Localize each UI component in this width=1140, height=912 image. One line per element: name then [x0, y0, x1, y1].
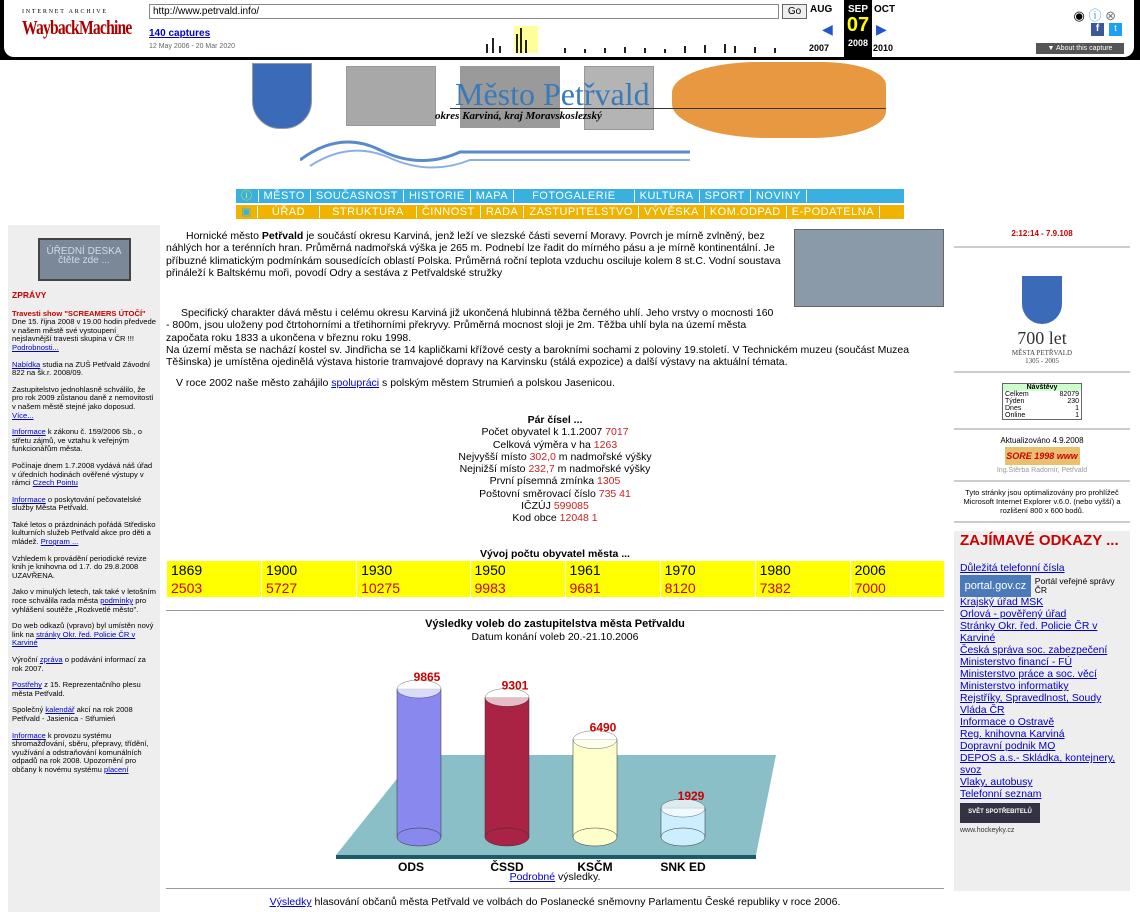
population-year: 1900 [262, 561, 357, 579]
detail-results-text: výsledky. [555, 871, 601, 883]
right-sidebar [954, 225, 1130, 912]
link-phone-numbers[interactable]: Důležitá telefonní čísla [960, 563, 1065, 574]
external-link[interactable]: Krajský úřad MSK [960, 597, 1044, 608]
anniversary-title: 700 let [1017, 328, 1067, 348]
news-item [12, 681, 156, 698]
counter-label: Týden [1005, 398, 1025, 405]
wayback-url-input[interactable]: http://www.petrvald.info/ [149, 4, 779, 19]
intro-body: je součástí okresu Karviná, jenž leží ve slezské části severní Moravy. Povrch je mírně zvlněný, bez náhlých hor a terénních hran. Průměrná nadmořská výška je 265 m. Podnebí lze řadit do mírného pásu a je mírně kontinentální. Je příbuzné klimatickým podmínkám sousedících oblastí Polska. Průměrná roční teplota vzduchu osciluje kolem 8 st.C. Vodní soustava přináleží k Baltskému moři, povodí Odry a sestáva z Petřvaldské stružky [166, 230, 781, 279]
news-link[interactable]: zpráva [39, 655, 63, 664]
news-text: Do web odkazů (vpravo) byl umístěn nový link na [12, 621, 154, 639]
anniversary-subtitle: MĚSTA PETŘVALD [1011, 349, 1073, 357]
office-nav [236, 205, 904, 219]
portal-gov-logo[interactable]: portal.gov.cz [960, 575, 1031, 597]
population-table [166, 561, 944, 597]
news-link[interactable]: Postřehy [12, 680, 42, 690]
external-link[interactable]: Reg. knihovna Karviná [960, 729, 1065, 740]
anniversary-coat-of-arms [1022, 276, 1062, 324]
counter-value: 1 [1075, 405, 1079, 412]
counter-label: Celkem [1005, 391, 1029, 398]
updated-date: Aktualizováno 4.9.2008 [1000, 436, 1084, 445]
population-value: 5727 [262, 579, 357, 597]
news-text: Výroční [12, 655, 40, 664]
population-value: 2503 [167, 579, 262, 597]
coat-of-arms-image [252, 63, 312, 129]
nav-item-fotogalerie[interactable]: FOTOGALERIE [514, 190, 635, 202]
news-title: Travesti show "SCREAMERS ÚTOČÍ" [12, 308, 146, 318]
bar-base [661, 828, 705, 846]
title-divider [450, 108, 886, 109]
news-text: Dne 15. října 2008 v 19.00 hodin předvede v našem městě své vystoupení nejslavnější travesti skupina v ČR !!! [12, 317, 156, 344]
wayback-icons [1073, 5, 1116, 24]
fact-label: Nejvyšší místo [458, 450, 530, 463]
nav-item-historie[interactable]: HISTORIE [404, 190, 471, 202]
wayback-day: 07 [846, 14, 870, 36]
nav-item-soucasnost[interactable]: SOUČASNOST [311, 190, 404, 202]
portal-note: Portál veřejné správy ČR [1034, 576, 1115, 595]
bar-ksčm [573, 740, 617, 837]
fact-value: 599085 [553, 500, 589, 513]
news-item [12, 462, 156, 488]
external-link[interactable]: Ministerstvo informatiky [960, 681, 1069, 692]
wayback-toolbar [0, 0, 1140, 60]
parliament-results-text: hlasování občanů města Petřvald ve volbách do Poslanecké sněmovny Parlamentu České republiky v roce 2006. [311, 896, 841, 908]
nav-item-e-podatelna[interactable]: E-PODATELNA [787, 206, 880, 218]
news-item [12, 521, 156, 547]
external-link[interactable]: Stránky Okr. řed. Policie ČR v Karviné [960, 621, 1098, 644]
clock: 2:12:14 - 7.9.108 [1011, 229, 1073, 238]
detail-results [166, 871, 944, 883]
external-link[interactable]: Vláda ČR [960, 705, 1005, 716]
election-date: Datum konání voleb 20.-21.10.2006 [471, 631, 639, 643]
nav-icon: ⓘ [236, 190, 259, 202]
nav-item-rada[interactable]: RADA [481, 206, 525, 218]
intro-town-name: Petřvald [261, 230, 304, 242]
facebook-icon[interactable]: f [1091, 23, 1104, 36]
divider [954, 521, 1130, 523]
divider [954, 428, 1130, 430]
bar-base [397, 828, 441, 846]
population-year: 1930 [357, 561, 470, 579]
news-text: Zastupitelstvo jednohlasně schválilo, že pro rok 2009 zůstanou daně z nemovitostí v našem městě stejné jako doposud. [12, 384, 154, 411]
history-text [166, 307, 944, 368]
wayback-about-button[interactable]: ▼ About this capture [1036, 43, 1124, 54]
fact-label: Počet obyvatel k 1.1.2007 [481, 426, 606, 439]
wayback-next-year[interactable]: 2010 [873, 43, 894, 53]
external-link[interactable]: Ministerstvo financí - FÚ [960, 657, 1073, 668]
news-link[interactable]: Více... [12, 410, 34, 420]
news-item [12, 732, 156, 775]
population-value: 8120 [660, 579, 755, 597]
facts-title: Pár čísel ... [527, 414, 583, 426]
population-year: 1961 [565, 561, 660, 579]
external-link[interactable]: Telefonní seznam [960, 789, 1042, 800]
wayback-prev-month[interactable]: AUG [810, 4, 833, 15]
population-value: 9681 [565, 579, 660, 597]
news-text: Počínaje dnem 1.7.2008 vydává náš úřad v úředních hodinách ověřené výstupy v rámci [12, 460, 153, 488]
election-title: Výsledky voleb do zastupitelstva města Petřvaldu [425, 618, 685, 630]
nav-item-kom-odpad[interactable]: KOM.ODPAD [705, 206, 787, 218]
left-sidebar [8, 225, 160, 912]
news-link[interactable]: Program ... [40, 537, 79, 547]
news-item [12, 361, 156, 378]
house-photo [346, 66, 436, 126]
divider [954, 246, 1130, 248]
counter-row [1003, 398, 1081, 405]
coop-prefix: V roce 2002 naše město zahájilo [176, 377, 332, 389]
news-link[interactable]: Nabídka [12, 359, 41, 369]
news-link[interactable]: stránky Okr. řed. Policie ČR v Karviné [12, 629, 136, 648]
parliament-results [166, 896, 944, 908]
news-link[interactable]: Informace [12, 427, 46, 437]
close-icon[interactable]: ⊗ [1105, 8, 1116, 23]
page-subtitle: okres Karviná, kraj Moravskoslezský [435, 110, 602, 122]
divider [166, 888, 944, 889]
divider [954, 371, 1130, 373]
news-text: studia na ZUŠ Petřvald Závodní 822 na šk.r. 2008/09. [12, 359, 151, 378]
wayback-range: 12 May 2006 - 20 Mar 2020 [149, 43, 235, 50]
mining-text: Specifický charakter dává městu i celému okresu Karviná již ukončená hlubinná těžba černého uhlí. Jeho vrstvy o mocnosti 160 - 800m, jsou uloženy pod čtrtohorními a třetihorními překryvy. Průměrná mocnost sloji je 2m. Těžba uhlí byla na území města započata roku 1833 a ukončena v březnu roku 1998. [166, 307, 774, 344]
main-content [166, 225, 944, 912]
wayback-current-day [844, 0, 872, 57]
population-value: 9983 [470, 579, 565, 597]
church-text: Na území města se nachází kostel sv. Jindřicha se 14 kapličkami křížové cesty a barokními sochami z poloviny 19.století. V Technickém muzeu (součást Muzea Těšinska) je umístěna ojedinělá výstava historie tramvajové dopravy na Karvinsku (stálá expozice) a další výstavy na aktuální témata. [166, 343, 910, 369]
fact-row [166, 488, 944, 500]
facts-block [166, 414, 944, 525]
cooperation-text [176, 377, 615, 389]
news-heading: ZPRÁVY [12, 290, 47, 300]
fact-row [166, 451, 944, 463]
fact-value: 1263 [593, 438, 618, 451]
wayback-prev-arrow-icon[interactable]: ◀ [822, 21, 833, 37]
wayback-go-button[interactable]: Go [782, 4, 807, 19]
news-text: Také letos o prázdninách pořádá Středisko kulturních služeb Petřvald akce pro děti a mládež. [12, 519, 156, 547]
wayback-current-year: 2008 [847, 38, 869, 48]
browser-note: Tyto stránky jsou optimalizovány pro prohlížeč Microsoft Internet Explorer v.6.0. (nebo vyšší) a rozlišení 800 x 600 bodů. [963, 488, 1121, 515]
wayback-captures-link[interactable]: 140 captures [149, 28, 211, 39]
news-link[interactable]: Informace [12, 494, 46, 504]
population-year: 2006 [850, 561, 944, 579]
news-text: Jako v minulých letech, tak také v letošním roce schválila rada města [12, 587, 156, 606]
news-text: z 15. Reprezentačního plesu města Petřvald. [12, 680, 141, 698]
population-values-row [167, 579, 945, 597]
news-item [12, 310, 156, 353]
external-link[interactable]: Orlová - pověřený úřad [960, 609, 1067, 620]
fact-row [166, 500, 944, 512]
fact-label: Kod obce [512, 512, 560, 525]
wayback-sparkline[interactable] [254, 26, 804, 53]
nav-item-struktura[interactable]: STRUKTURA [320, 206, 417, 218]
nav-item-sport[interactable]: SPORT [700, 190, 751, 202]
population-value: 7382 [755, 579, 850, 597]
wayback-next-month[interactable]: OCT [874, 4, 896, 15]
counter-label: Dnes [1005, 405, 1022, 412]
news-item [12, 622, 156, 648]
czech-map-image [672, 62, 886, 138]
wave-decoration [300, 130, 690, 180]
twitter-icon[interactable]: t [1109, 23, 1122, 36]
news-text: o poskytování pečovatelské služby Města Petřvald. [12, 494, 142, 513]
links-heading: ZAJÍMAVÉ ODKAZY ... [960, 532, 1119, 549]
anniversary-range: 1305 - 2005 [1025, 357, 1059, 365]
author: Ing.Štěrba Radomír, Petřvald [996, 467, 1088, 474]
facts-list [166, 426, 944, 524]
bar-čssd [485, 697, 529, 837]
election-chart [316, 645, 776, 875]
fact-value: 735 41 [598, 487, 631, 500]
category-label: KSČM [577, 860, 613, 874]
news-item [12, 588, 156, 614]
population-value: 10275 [357, 579, 470, 597]
fact-suffix: m nadmořské výšky [555, 450, 652, 463]
fact-value: 232,7 [528, 463, 555, 476]
bar-value-label: 9301 [501, 678, 529, 693]
population-years-row [167, 561, 945, 579]
official-board-button[interactable]: ÚŘEDNÍ DESKA čtěte zde ... [38, 238, 131, 281]
population-title: Vývoj počtu obyvatel města ... [480, 548, 630, 560]
population-year: 1970 [660, 561, 755, 579]
office-nav-icon: ▣ [236, 206, 258, 218]
news-text: Společný [12, 705, 46, 715]
wayback-brand-top: INTERNET ARCHIVE [22, 9, 108, 15]
external-link[interactable]: Česká správa soc. zabezpečení [960, 645, 1108, 656]
user-icon[interactable]: ◉ [1073, 8, 1085, 23]
news-item: Vzhledem k provádění periodické revize knih je knihovna od 1.7. do 29.8.2008 UZAVŘENA. [12, 553, 147, 580]
nav-item-mapa[interactable]: MAPA [471, 190, 514, 202]
news-link[interactable]: podmínky [100, 596, 134, 606]
fact-row [166, 439, 944, 451]
wayback-current-month: SEP [847, 4, 868, 15]
bar-value-label: 1929 [677, 789, 705, 804]
nav-item-mesto[interactable]: MĚSTO [259, 190, 311, 202]
news-text: pro vyhlášení soutěže „Rozkvetlé město". [12, 596, 147, 614]
category-label: ČSSD [490, 860, 524, 874]
news-item [12, 706, 156, 723]
external-link[interactable]: Rejstříky, Spravedlnost, Soudy [960, 693, 1102, 704]
fact-value: 12048 1 [559, 512, 598, 525]
links-panel [954, 531, 1130, 891]
counter-row [1003, 412, 1081, 419]
population-year: 1980 [755, 561, 850, 579]
news-link[interactable]: Informace [12, 730, 46, 740]
nav-item-urad[interactable]: ÚŘAD [258, 206, 320, 218]
news-link[interactable]: Czech Pointu [32, 478, 78, 488]
nav-item-cinnost[interactable]: ČINNOST [417, 206, 481, 218]
intro-text [166, 230, 791, 279]
counter-row [1003, 405, 1081, 412]
fact-row [166, 426, 944, 438]
fact-row [166, 512, 944, 524]
parliament-results-link[interactable]: Výsledky [269, 896, 312, 908]
nav-item-zastupitelstvo[interactable]: ZASTUPITELSTVO [524, 206, 639, 218]
counter-label: Online [1005, 412, 1026, 419]
top-nav [236, 189, 904, 203]
wayback-prev-year[interactable]: 2007 [809, 43, 830, 53]
news-more-link[interactable]: Podrobnosti... [12, 342, 59, 352]
external-link[interactable]: Vlaky, autobusy [960, 777, 1033, 788]
counter-value: 82079 [1059, 391, 1079, 398]
portal-banner [960, 575, 1124, 597]
news-item [12, 386, 156, 420]
news-item [12, 496, 156, 513]
wayback-next-arrow-icon[interactable]: ▶ [876, 21, 887, 37]
intro-prefix: Hornické město [186, 230, 262, 242]
links-list [960, 597, 1124, 801]
fact-value: 1305 [597, 475, 621, 488]
fact-label: Celková výměra v ha [492, 438, 594, 451]
visit-counter [1002, 383, 1082, 420]
population-value: 7000 [850, 579, 944, 597]
fact-suffix: m nadmořské výšky [554, 463, 651, 476]
nav-item-kultura[interactable]: KULTURA [635, 190, 700, 202]
news-text: k provozu systému shromažďování, sběru, přepravy, třídění, využívání a odstraňování komunálních odpadů na rok 2008. Upozornění pro občany k novému systému [12, 730, 149, 774]
fact-label: První písemná zmínka [489, 475, 597, 488]
cooperation-link[interactable]: spolupráci [331, 377, 380, 389]
mine-photo [794, 229, 944, 307]
detail-results-link[interactable]: Podrobné [509, 871, 556, 883]
news-item [12, 656, 156, 673]
divider [166, 610, 944, 611]
bar-ods [397, 689, 441, 837]
news-item [12, 428, 156, 454]
bar-value-label: 6490 [589, 720, 617, 735]
fact-label: IČZÚJ [521, 500, 554, 513]
counter-row [1003, 391, 1081, 398]
nav-item-noviny[interactable]: NOVINY [751, 190, 807, 202]
counter-value: 230 [1067, 398, 1079, 405]
category-label: SNK ED [660, 860, 706, 874]
bar-base [573, 828, 617, 846]
fact-row [166, 475, 944, 487]
population-year: 1869 [167, 561, 262, 579]
news-link[interactable]: kalendář [45, 705, 75, 715]
fact-row [166, 463, 944, 475]
fact-label: Poštovní směrovací číslo [479, 487, 599, 500]
sore-badge[interactable]: SORE 1998 www [1005, 447, 1080, 465]
chart-floor-edge [336, 855, 756, 859]
coop-suffix: s polským městem Strumień a polskou Jasenicou. [379, 377, 615, 389]
external-link[interactable]: Informace o Ostravě [960, 717, 1055, 728]
fact-value: 302,0 [529, 450, 556, 463]
external-link[interactable]: Dopravní podnik MO [960, 741, 1056, 752]
counter-value: 1 [1075, 412, 1079, 419]
news-link[interactable]: placení [104, 764, 129, 774]
category-label: ODS [397, 860, 425, 874]
fact-label: Nejnižší místo [459, 463, 529, 476]
external-link[interactable]: Ministerstvo práce a soc. věcí [960, 669, 1097, 680]
counter-title: Návštěvy [1003, 384, 1081, 391]
svet-spotrebitelu-banner[interactable]: SVĚT SPOTŘEBITELŮ [960, 803, 1040, 823]
help-icon[interactable]: ⓘ [1088, 8, 1102, 23]
wayback-logo[interactable]: WaybackMachine [22, 17, 132, 39]
population-year: 1950 [470, 561, 565, 579]
news-text: akcí na rok 2008 Petřvald - Jasienica - Střumień [12, 705, 133, 723]
bar-base [485, 828, 529, 846]
fact-value: 7017 [605, 426, 629, 439]
external-link[interactable]: DEPOS a.s.- Skládka, kontejnery, svoz [960, 753, 1116, 776]
page-title: Město Petřvald [455, 76, 650, 112]
news-text: k zákonu č. 159/2006 Sb., o střetu zájmů, ve vztahu k veřejným funkcionářům města. [12, 427, 143, 454]
divider [954, 480, 1130, 482]
bar-value-label: 9865 [413, 670, 441, 685]
hockey-banner[interactable]: www.hockeyky.cz [960, 827, 1015, 834]
news-text: o podávání informací za rok 2007. [12, 655, 146, 673]
nav-item-vyveska[interactable]: VÝVĚSKA [639, 206, 705, 218]
